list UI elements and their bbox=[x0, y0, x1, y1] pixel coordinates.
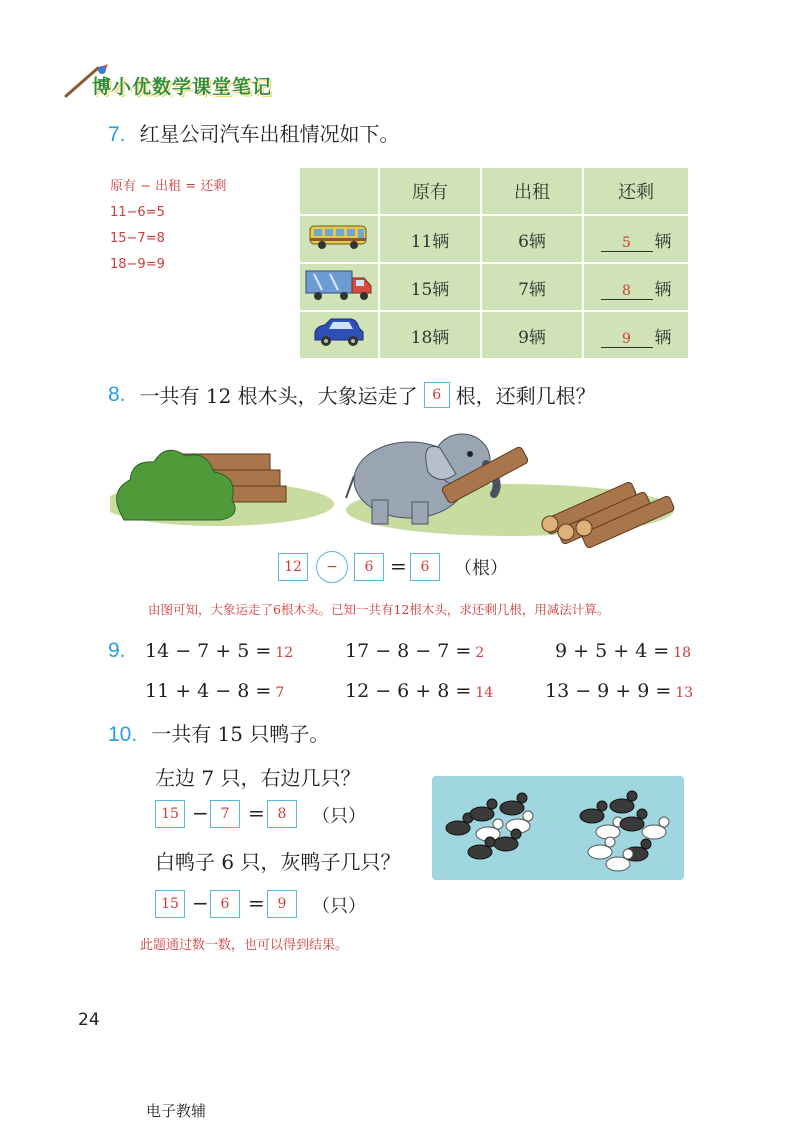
q7-note-line: 11−6=5 bbox=[110, 205, 165, 220]
bus-icon bbox=[308, 222, 370, 252]
table-header-row bbox=[299, 167, 689, 215]
brand-title: 博小优数学课堂笔记 bbox=[92, 76, 273, 98]
column-header: 出租 bbox=[481, 167, 583, 215]
table-row bbox=[299, 263, 689, 311]
q9-answer: 12 bbox=[275, 645, 294, 661]
car-icon bbox=[311, 316, 367, 350]
q9-expr: 17 − 8 − 7 = bbox=[345, 640, 472, 662]
q10-eq2-unit: （只） bbox=[312, 896, 366, 917]
q9-item bbox=[555, 640, 691, 662]
q8-answer-box: 6 bbox=[424, 382, 450, 408]
q10-sub2: 白鸭子 6 只，灰鸭子几只？ bbox=[155, 850, 401, 874]
q10-eq1-unit: （只） bbox=[312, 806, 366, 827]
q10-sub1: 左边 7 只，右边几只？ bbox=[155, 766, 361, 790]
q10-eq1-equals: = bbox=[248, 801, 265, 825]
page-number: 24 bbox=[78, 1010, 100, 1030]
q9-expr: 11 + 4 − 8 = bbox=[145, 680, 272, 702]
q9-item bbox=[345, 640, 484, 662]
q9-number: 9. bbox=[108, 639, 126, 662]
rented-count: 7辆 bbox=[481, 263, 583, 311]
column-header: 还剩 bbox=[583, 167, 689, 215]
q8-text-after: 根，还剩几根？ bbox=[455, 384, 596, 408]
q7-note-line: 15−7=8 bbox=[110, 231, 165, 246]
q9-item bbox=[145, 640, 293, 662]
q10-number: 10. bbox=[108, 723, 138, 746]
vehicle-cell bbox=[299, 263, 379, 311]
original-count: 18辆 bbox=[379, 311, 481, 359]
vehicle-cell bbox=[299, 215, 379, 263]
q7-note-line: 原有 − 出租 = 还剩 bbox=[110, 179, 227, 194]
q9-answer: 14 bbox=[475, 685, 494, 701]
column-header: 原有 bbox=[379, 167, 481, 215]
rented-count: 9辆 bbox=[481, 311, 583, 359]
unit: 辆 bbox=[654, 231, 672, 252]
q10-eq1-operator: − bbox=[192, 801, 209, 825]
q9-answer: 2 bbox=[475, 645, 485, 661]
remaining-answer: 8 bbox=[601, 283, 653, 300]
original-count: 11辆 bbox=[379, 215, 481, 263]
q10-eq1-minuend: 15 bbox=[155, 800, 185, 828]
q10-eq1-result: 8 bbox=[267, 800, 297, 828]
truck-icon bbox=[304, 268, 374, 302]
unit: 辆 bbox=[654, 279, 672, 300]
q9-item bbox=[545, 680, 693, 702]
q8-eq-operator: − bbox=[316, 551, 348, 583]
q9-answer: 18 bbox=[673, 645, 692, 661]
q7-note bbox=[110, 174, 226, 278]
remaining-cell bbox=[583, 263, 689, 311]
q7-number: 7. bbox=[108, 123, 126, 146]
q7-note-line: 18−9=9 bbox=[110, 257, 165, 272]
table-corner-cell bbox=[299, 167, 379, 215]
q10-eq2-operator: − bbox=[192, 891, 209, 915]
rental-table bbox=[298, 166, 690, 360]
q10-eq1-subtrahend: 7 bbox=[210, 800, 240, 828]
rented-count: 6辆 bbox=[481, 215, 583, 263]
original-count: 15辆 bbox=[379, 263, 481, 311]
q8-eq-unit: （根） bbox=[454, 558, 508, 579]
q9-answer: 13 bbox=[675, 685, 694, 701]
source-label: 电子教辅 bbox=[146, 1102, 207, 1120]
q8-text-before: 一共有 12 根木头，大象运走了 bbox=[139, 384, 418, 408]
q10-eq2-result: 9 bbox=[267, 890, 297, 918]
q8-eq-subtrahend: 6 bbox=[354, 553, 384, 581]
q9-expr: 13 − 9 + 9 = bbox=[545, 680, 672, 702]
q9-answer: 7 bbox=[275, 685, 285, 701]
remaining-answer: 5 bbox=[601, 235, 653, 252]
ducks-illustration bbox=[432, 776, 684, 880]
q9-item bbox=[345, 680, 493, 702]
q9-expr: 12 − 6 + 8 = bbox=[345, 680, 472, 702]
q8-eq-equals: = bbox=[390, 554, 407, 578]
unit: 辆 bbox=[654, 327, 672, 348]
elephant-logs-illustration bbox=[110, 420, 680, 550]
q10-text: 一共有 15 只鸭子。 bbox=[151, 722, 330, 746]
q9-expr: 14 − 7 + 5 = bbox=[145, 640, 272, 662]
q7-text: 红星公司汽车出租情况如下。 bbox=[139, 122, 400, 146]
remaining-answer: 9 bbox=[601, 331, 653, 348]
q10-eq2-subtrahend: 6 bbox=[210, 890, 240, 918]
table-row bbox=[299, 215, 689, 263]
q8-header bbox=[108, 380, 596, 409]
remaining-cell bbox=[583, 215, 689, 263]
q9-item bbox=[145, 680, 284, 702]
vehicle-cell bbox=[299, 311, 379, 359]
remaining-cell bbox=[583, 311, 689, 359]
q8-number: 8. bbox=[108, 382, 126, 406]
table-row bbox=[299, 311, 689, 359]
q8-note: 由图可知，大象运走了6根木头。已知一共有12根木头，求还剩几根，用减法计算。 bbox=[148, 602, 610, 617]
q10-eq2-equals: = bbox=[248, 891, 265, 915]
q10-eq2-minuend: 15 bbox=[155, 890, 185, 918]
q7-header bbox=[108, 118, 400, 147]
q9-expr: 9 + 5 + 4 = bbox=[555, 640, 670, 662]
q8-eq-result: 6 bbox=[410, 553, 440, 581]
q10-header bbox=[108, 718, 329, 747]
q8-eq-minuend: 12 bbox=[278, 553, 308, 581]
q10-note: 此题通过数一数，也可以得到结果。 bbox=[140, 938, 349, 953]
header-logo bbox=[62, 62, 302, 102]
